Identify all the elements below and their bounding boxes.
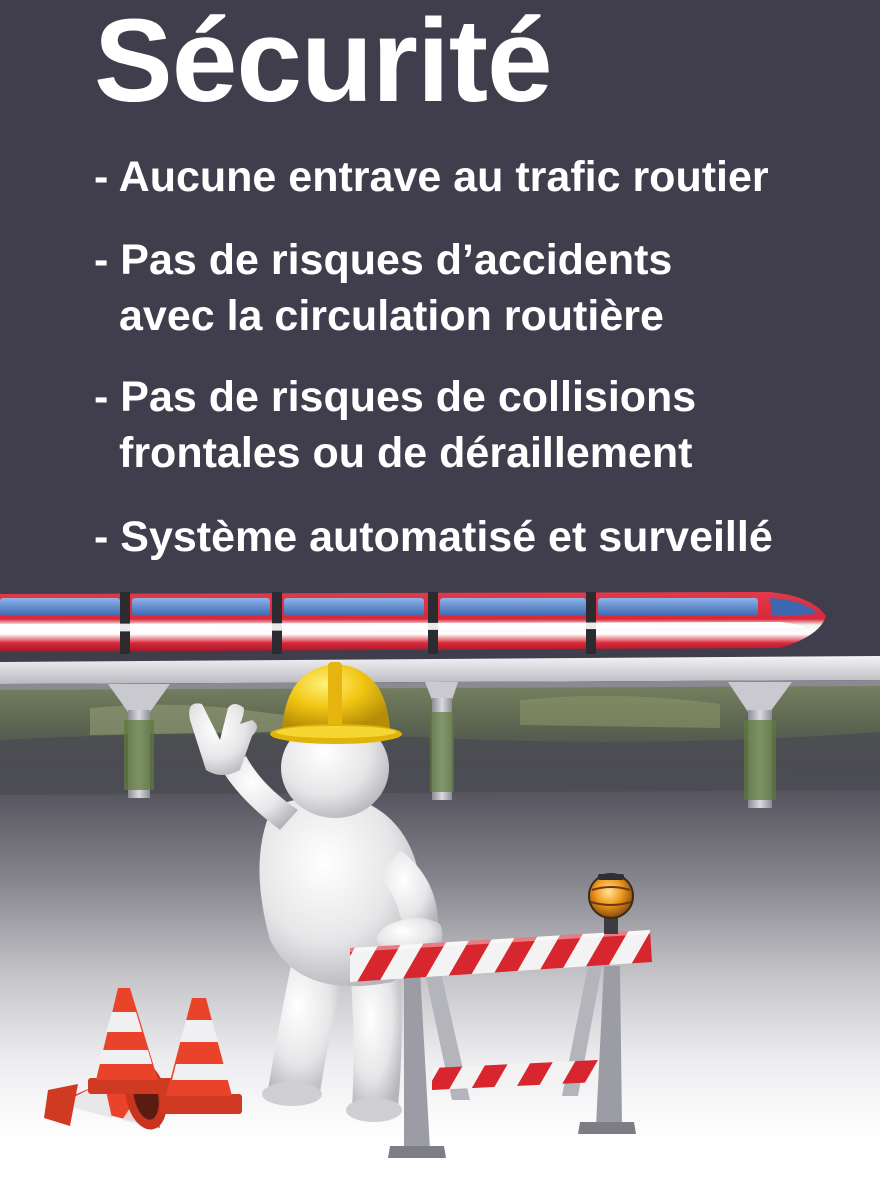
standing-cone-left [88, 988, 180, 1094]
page-title: Sécurité [94, 0, 552, 127]
bullet-accidents-line2: avec la circulation routière [119, 292, 664, 340]
bullet-traffic [94, 153, 769, 201]
bullet-accidents [94, 236, 673, 340]
standing-cone-right [160, 998, 242, 1114]
bullet-automated [94, 513, 773, 561]
bullet-accidents-line1: - Pas de risques d’accidents [94, 236, 673, 284]
bullet-collisions [94, 373, 697, 477]
bullet-traffic-line1: - Aucune entrave au trafic routier [94, 153, 769, 201]
bullet-automated-line1: - Système automatisé et surveillé [94, 513, 773, 561]
illustration-scene [0, 560, 880, 1200]
traffic-cones [44, 988, 242, 1133]
warning-light [589, 874, 633, 934]
monorail-train [0, 592, 826, 654]
bullet-collisions-line2: frontales ou de déraillement [119, 429, 693, 477]
bullet-collisions-line1: - Pas de risques de collisions [94, 373, 697, 421]
